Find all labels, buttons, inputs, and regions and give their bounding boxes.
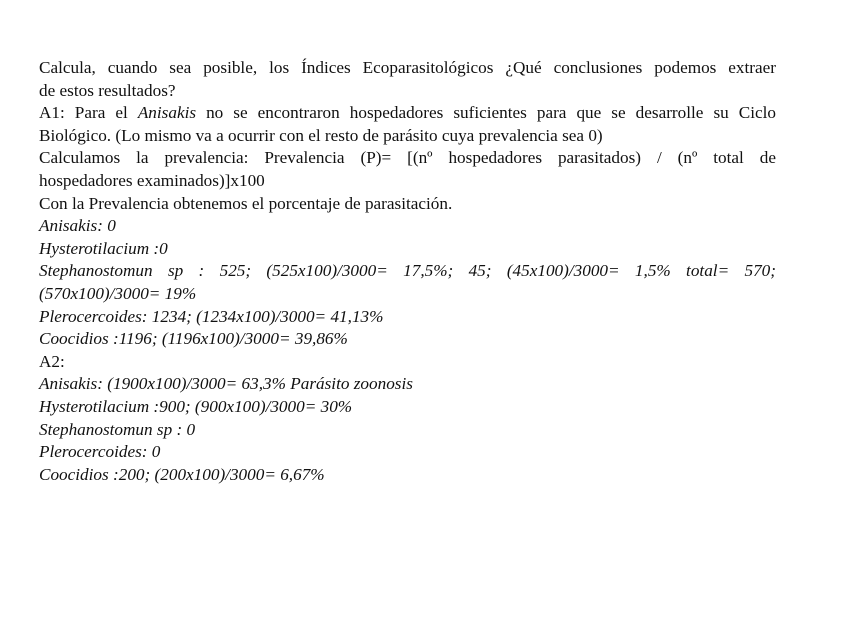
a1-intro-line-1 (39, 102, 776, 125)
question-line-2: de estos resultados? (39, 80, 176, 100)
a1-note: Con la Prevalencia obtenemos el porcentaje de parasitación. (39, 193, 453, 213)
a2-item-stephanostomun: Stephanostomun sp : 0 (39, 419, 196, 439)
a1-intro-species: Anisakis (137, 103, 197, 123)
a1-item-stephanostomun-total: (570x100)/3000= 19% (39, 283, 197, 303)
a1-formula-line-1: Calculamos la prevalencia: Prevalencia (P)= [(nº hospedadores parasitados) / (nº total de (39, 148, 776, 168)
a1-intro-line-2: Biológico. (Lo mismo va a ocurrir con el resto de parásito cuya prevalencia sea 0) (39, 125, 603, 145)
a1-intro-prefix: A1: Para el (39, 103, 138, 123)
a2-item-hysterotilacium: Hysterotilacium :900; (900x100)/3000= 30% (39, 396, 353, 416)
a1-item-plerocercoides: Plerocercoides: 1234; (1234x100)/3000= 41,13% (39, 306, 384, 326)
a1-item-coocidios: Coocidios :1196; (1196x100)/3000= 39,86% (39, 329, 348, 349)
a1-intro-suffix: no se encontraron hospedadores suficientes para que se desarrolle su Ciclo (196, 103, 776, 123)
a1-item-anisakis: Anisakis: 0 (39, 216, 116, 236)
a1-item-stephanostomun: Stephanostomun sp : 525; (525x100)/3000= 17,5%; 45; (45x100)/3000= 1,5% total= 570; (39, 261, 776, 281)
question-line-1: Calcula, cuando sea posible, los Índices Ecoparasitológicos ¿Qué conclusiones podemos extraer (39, 58, 776, 77)
a2-item-anisakis: Anisakis: (1900x100)/3000= 63,3% Parásito zoonosis (39, 374, 413, 394)
a2-item-plerocercoides: Plerocercoides: 0 (39, 442, 161, 462)
a2-item-coocidios: Coocidios :200; (200x100)/3000= 6,67% (39, 464, 325, 484)
document-body (39, 57, 776, 486)
a1-formula-line-2: hospedadores examinados)]x100 (39, 170, 265, 190)
a2-heading: A2: (39, 351, 65, 371)
a1-item-hysterotilacium: Hysterotilacium :0 (39, 238, 168, 258)
